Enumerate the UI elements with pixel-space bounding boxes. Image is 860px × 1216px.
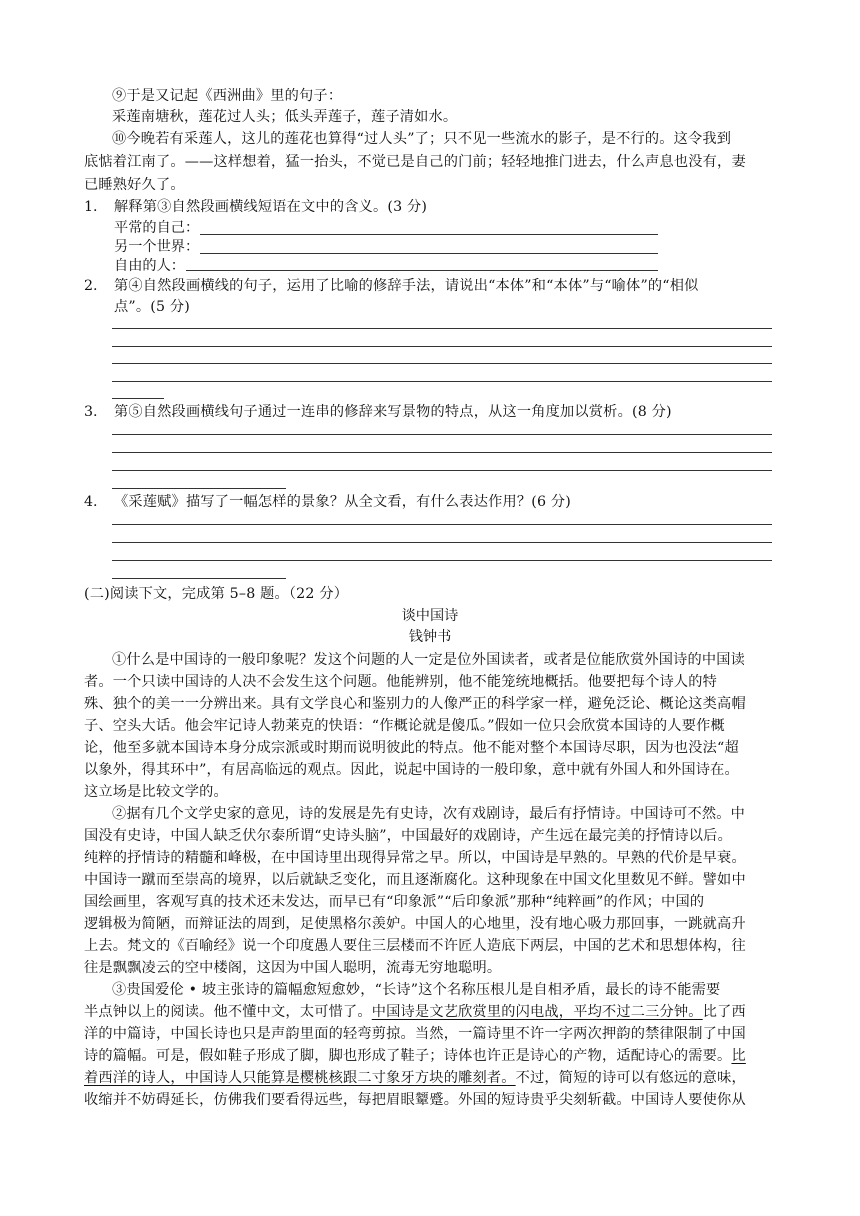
article-line: ①什么是中国诗的一般印象呢？发这个问题的人一定是位外国读者，或者是位能欣赏外国诗的中国读 <box>112 652 746 668</box>
article-line: 国绘画里，客观写真的技术还未发达，而早已有“印象派”“后印象派”那种“纯粹画”的作风；中国的 <box>84 894 705 910</box>
article-line <box>84 1046 780 1066</box>
answer-line[interactable] <box>112 398 164 399</box>
article-line: 纯粹的抒情诗的精髓和峰极，在中国诗里出现得异常之早。所以，中国诗是早熟的。早熟的代价是早衰。 <box>84 850 746 866</box>
article-line: 收缩并不妨碍延长，仿佛我们要看得远些，每把眉眼颦蹙。外国的短诗贵乎尖刻斩截。中国诗人要使你从 <box>84 1092 746 1108</box>
paragraph-9: ⑨于是又记起《西洲曲》里的句子： <box>112 88 343 104</box>
article-text: 诗的篇幅。可是，假如鞋子形成了脚，脚也形成了鞋子；诗体也许正是诗心的产物，适配诗心的需要。 <box>84 1048 732 1064</box>
answer-line[interactable] <box>112 560 772 561</box>
answer-line[interactable] <box>112 363 772 364</box>
question-number: 3. <box>84 404 98 420</box>
article-line <box>84 1002 780 1022</box>
underlined-sentence: 着西洋的诗人，中国诗人只能算是樱桃核跟二寸象牙方块的雕刻者。 <box>84 1070 516 1086</box>
paragraph-10-line: ⑩今晚若有采莲人，这儿的莲花也算得“过人头”了；只不见一些流水的影子，是不行的。这令我到 <box>112 131 732 147</box>
underlined-sentence: 比 <box>731 1048 746 1064</box>
article-line: 上去。梵文的《百喻经》说一个印度愚人要住三层楼而不许匠人造底下两层，中国的艺术和思想体构，往 <box>84 938 746 954</box>
underlined-sentence: 中国诗是文艺欣赏里的闪电战，平均不过二三分钟。 <box>371 1004 703 1020</box>
answer-blank[interactable] <box>186 270 658 271</box>
question-number: 2. <box>84 278 98 294</box>
answer-line[interactable] <box>112 578 286 579</box>
article-line: 者。一个只读中国诗的人决不会发生这个问题。他能辨别，他不能笼统地概括。他要把每个诗人的特 <box>84 674 718 690</box>
question-1-text: 解释第③自然段画横线短语在文中的含义。(3 分) <box>114 199 428 215</box>
article-line: ②据有几个文学史家的意见，诗的发展是先有史诗，次有戏剧诗，最后有抒情诗。中国诗可不然。中 <box>112 806 746 822</box>
answer-line[interactable] <box>112 524 772 525</box>
answer-line[interactable] <box>112 381 772 382</box>
article-line: 国没有史诗，中国人缺乏伏尔泰所谓“史诗头脑”，中国最好的戏剧诗，产生远在最完美的抒情诗以后。 <box>84 828 732 844</box>
article-line: 逻辑极为简陋，而辩证法的周到，足使黑格尔羡妒。中国人的心地里，没有地心吸力那回事，一跳就高升 <box>84 916 746 932</box>
answer-line[interactable] <box>112 542 772 543</box>
article-line: ③贵国爱伦 • 坡主张诗的篇幅愈短愈妙，“长诗”这个名称压根儿是自相矛盾，最长的诗不能需要 <box>112 982 721 998</box>
blank-label: 自由的人： <box>114 258 185 274</box>
article-line: 以象外，得其环中”，有居高临远的观点。因此，说起中国诗的一般印象，意中就有外国人和外国诗在。 <box>84 762 739 778</box>
blank-label: 平常的自己： <box>114 220 200 236</box>
section-heading: (二)阅读下文，完成第 5–8 题。（22 分） <box>84 586 349 602</box>
answer-line[interactable] <box>112 434 772 435</box>
article-text: 半点钟以上的阅读。他不懂中文，太可惜了。 <box>84 1004 372 1020</box>
answer-line[interactable] <box>112 470 772 471</box>
blank-label: 另一个世界： <box>114 239 200 255</box>
question-number: 4. <box>84 494 98 510</box>
question-2-text: 第④自然段画横线的句子，运用了比喻的修辞手法，请说出“本体”和“本体”与“喻体”的“相似 <box>114 278 699 294</box>
answer-line[interactable] <box>112 488 286 489</box>
article-line: 中国诗一蹴而至崇高的境界，以后就缺乏变化，而且逐渐腐化。这种现象在中国文化里数见不鲜。譬如中 <box>84 872 746 888</box>
article-line: 子、空头大话。他会牢记诗人勃莱克的快语：“作概论就是傻瓜。”假如一位只会欣赏本国诗的人要作概 <box>84 718 725 734</box>
article-author: 钱钟书 <box>408 629 452 645</box>
answer-blank[interactable] <box>200 253 658 254</box>
paragraph-10-line: 已睡熟好久了。 <box>84 177 185 193</box>
article-title: 谈中国诗 <box>401 608 459 624</box>
answer-line[interactable] <box>112 452 772 453</box>
paragraph-10-line: 底惦着江南了。——这样想着，猛一抬头，不觉已是自己的门前；轻轻地推门进去，什么声息也没有，妻 <box>84 154 746 170</box>
article-line <box>84 1068 780 1088</box>
article-line: 论，他至多就本国诗本身分成宗派或时期而说明彼此的特点。他不能对整个本国诗尽职，因为也没法“超 <box>84 740 739 756</box>
question-2-text: 点”。(5 分) <box>114 299 191 315</box>
article-line: 这立场是比较文学的。 <box>84 784 228 800</box>
article-line: 殊、独个的美一一分辨出来。具有文学良心和鉴别力的人像严正的科学家一样，避免泛论、概论这类高帽 <box>84 696 746 712</box>
answer-blank[interactable] <box>200 234 658 235</box>
article-text: 不过，简短的诗可以有悠远的意味， <box>515 1070 746 1086</box>
answer-line[interactable] <box>112 346 772 347</box>
question-3-text: 第⑤自然段画横线句子通过一连串的修辞来写景物的特点，从这一角度加以赏析。(8 分) <box>114 404 672 420</box>
article-text: 比了西 <box>702 1004 746 1020</box>
article-line: 洋的中篇诗，中国长诗也只是声韵里面的轻弯剪掠。当然，一篇诗里不许一字两次押韵的禁律限制了中国 <box>84 1026 746 1042</box>
question-4-text: 《采莲赋》描写了一幅怎样的景象？从全文看，有什么表达作用？(6 分) <box>114 494 572 510</box>
answer-line[interactable] <box>112 328 772 329</box>
poem-quote: 采莲南塘秋，莲花过人头；低头弄莲子，莲子清如水。 <box>112 109 458 125</box>
article-line: 往是飘飘凌云的空中楼阁，这因为中国人聪明，流毒无穷地聪明。 <box>84 960 502 976</box>
question-number: 1. <box>84 199 98 215</box>
